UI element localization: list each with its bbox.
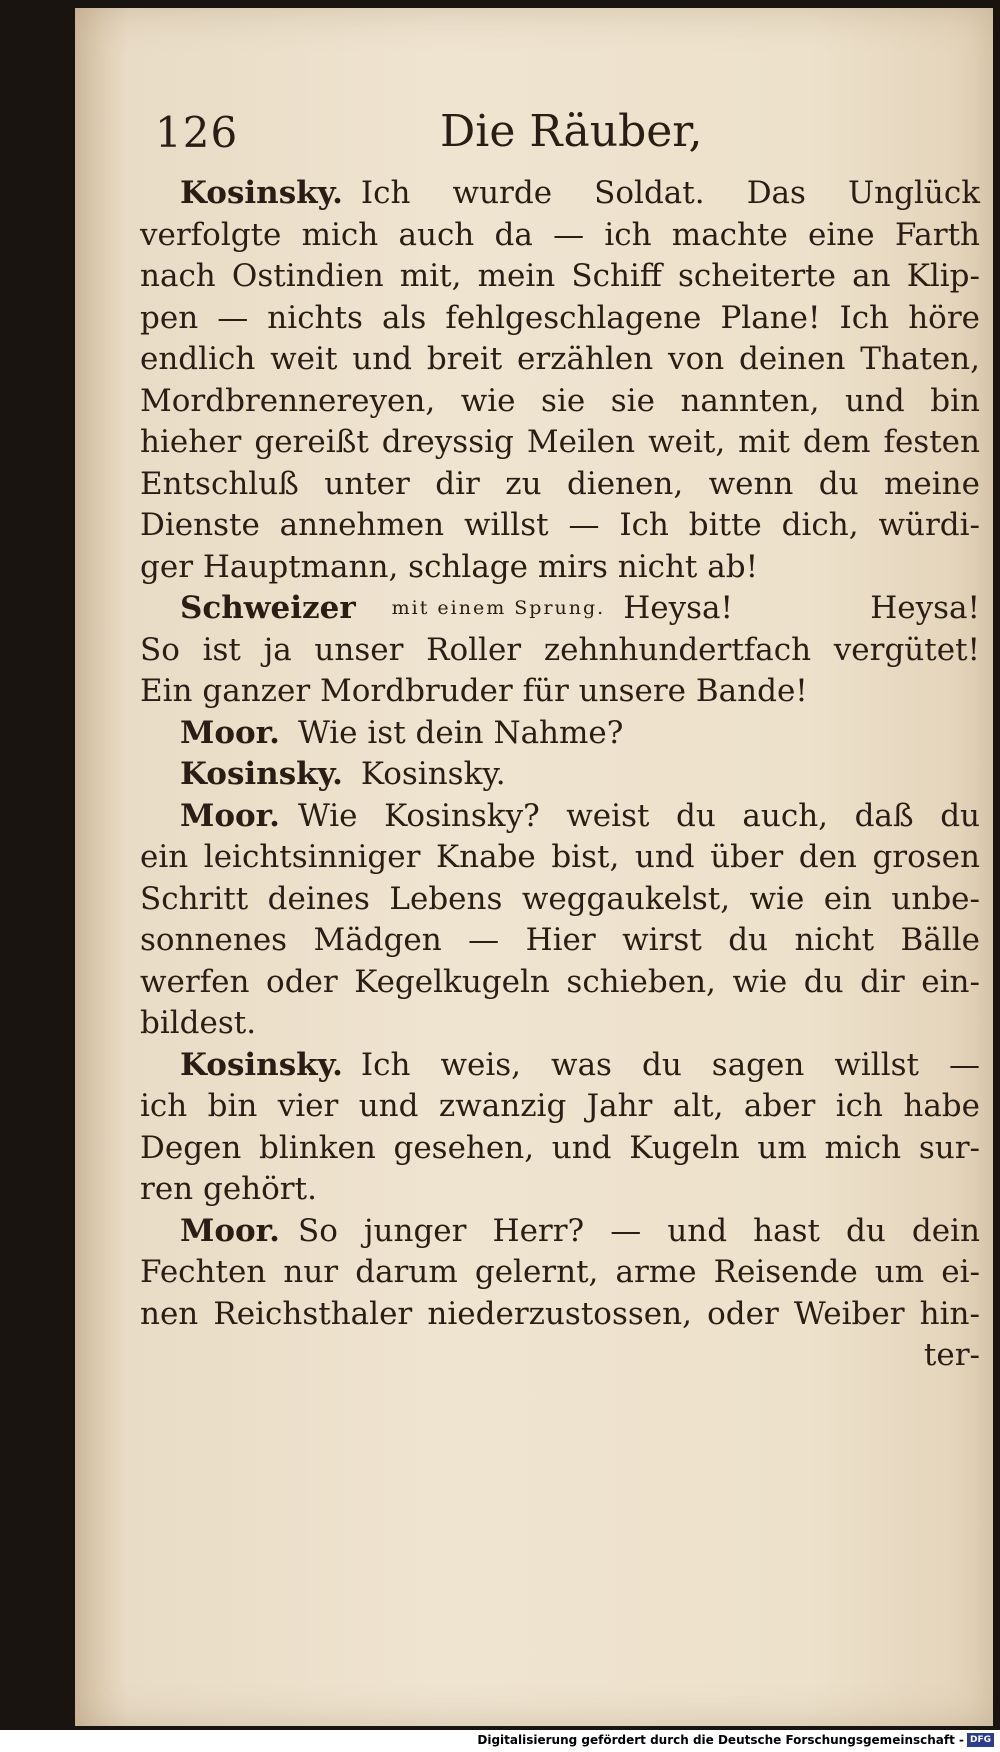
line-text: Kosinsky. bbox=[360, 756, 506, 792]
line-text: pen — nichts als fehlgeschlagene Plane! Ich höre bbox=[140, 299, 980, 336]
line-text: verfolgte mich auch da — ich machte eine Farth bbox=[140, 216, 980, 253]
line-text: Entschluß unter dir zu dienen, wenn du meine bbox=[140, 465, 980, 502]
dfg-logo-icon: DFG bbox=[967, 1733, 994, 1747]
line-text: Degen blinken gesehen, und Kugeln um mich sur- bbox=[140, 1129, 980, 1166]
text-line bbox=[140, 796, 980, 838]
text-line bbox=[140, 1294, 980, 1336]
speaker-name: Kosinsky. bbox=[180, 175, 343, 211]
line-text: Heysa! Heysa! bbox=[623, 590, 980, 626]
text-line bbox=[140, 837, 980, 879]
text-line bbox=[140, 339, 980, 381]
line-text: Schritt deines Lebens weggaukelst, wie ein unbe- bbox=[140, 880, 980, 917]
line-text: werfen oder Kegelkugeln schieben, wie du dir ein- bbox=[140, 963, 980, 1000]
page-header bbox=[140, 88, 980, 173]
text-line bbox=[140, 1128, 980, 1170]
line-text: ger Hauptmann, schlage mirs nicht ab! bbox=[140, 548, 759, 585]
line-text: Mordbrennereyen, wie sie sie nannten, und bin bbox=[140, 382, 980, 419]
text-line bbox=[140, 1003, 980, 1045]
text-line bbox=[140, 1211, 980, 1253]
line-text: ren gehört. bbox=[140, 1171, 317, 1207]
speaker-name: Moor. bbox=[180, 1212, 280, 1249]
speaker-name: Schweizer bbox=[180, 590, 356, 626]
text-line bbox=[140, 464, 980, 506]
text-line bbox=[140, 298, 980, 340]
text-line bbox=[140, 1169, 980, 1211]
speaker-name: Moor. bbox=[180, 714, 280, 751]
line-text: So ist ja unser Roller zehnhundertfach vergütet! bbox=[140, 631, 980, 668]
book-page bbox=[75, 8, 993, 1726]
line-text: nen Reichsthaler niederzustossen, oder Weiber hin- bbox=[140, 1295, 980, 1332]
line-text: Ich wurde Soldat. Das Unglück bbox=[360, 175, 980, 211]
running-title: Die Räuber, bbox=[440, 106, 703, 157]
text-line bbox=[140, 962, 980, 1004]
line-text: bildest. bbox=[140, 1005, 257, 1041]
text-line bbox=[140, 920, 980, 962]
text-line bbox=[140, 630, 980, 672]
speaker-name: Kosinsky. bbox=[180, 1046, 343, 1083]
line-text: ter- bbox=[923, 1337, 980, 1373]
speaker-name: Kosinsky. bbox=[180, 756, 343, 792]
text-line bbox=[140, 1335, 980, 1377]
line-text: Fechten nur darum gelernt, arme Reisende um ei- bbox=[140, 1254, 980, 1290]
text-line bbox=[140, 671, 980, 713]
footer-bar bbox=[0, 1730, 1000, 1752]
text-line bbox=[140, 173, 980, 215]
footer-credit: Digitalisierung gefördert durch die Deutsche Forschungsgemeinschaft - bbox=[477, 1733, 964, 1747]
text-line bbox=[140, 1252, 980, 1294]
body-text bbox=[140, 173, 980, 1377]
text-line bbox=[140, 713, 980, 755]
text-line bbox=[140, 505, 980, 547]
text-line bbox=[140, 381, 980, 423]
line-text: So junger Herr? — und hast du dein bbox=[297, 1212, 980, 1249]
text-line bbox=[140, 256, 980, 298]
line-text: sonnenes Mädgen — Hier wirst du nicht Bälle bbox=[140, 922, 980, 958]
text-line bbox=[140, 1045, 980, 1087]
text-line bbox=[140, 547, 980, 589]
line-text: nach Ostindien mit, mein Schiff scheiterte an Klip- bbox=[140, 258, 980, 294]
speaker-name: Moor. bbox=[180, 797, 280, 834]
line-text: Wie Kosinsky? weist du auch, daß du bbox=[297, 797, 980, 834]
text-line bbox=[140, 422, 980, 464]
text-line bbox=[140, 588, 980, 630]
text-line bbox=[140, 879, 980, 921]
text-line bbox=[140, 1086, 980, 1128]
line-text: ein leichtsinniger Knabe bist, und über den grosen bbox=[140, 839, 980, 875]
line-text: Dienste annehmen willst — Ich bitte dich, würdi- bbox=[140, 507, 980, 543]
line-text: Ich weis, was du sagen willst — bbox=[360, 1046, 980, 1083]
stage-direction: mit einem Sprung. bbox=[391, 597, 606, 619]
line-text: endlich weit und breit erzählen von deinen Thaten, bbox=[140, 341, 980, 377]
page-content bbox=[140, 88, 980, 1377]
text-line bbox=[140, 754, 980, 796]
line-text: hieher gereißt dreyssig Meilen weit, mit dem festen bbox=[140, 424, 980, 460]
text-line bbox=[140, 215, 980, 257]
line-text: Ein ganzer Mordbruder für unsere Bande! bbox=[140, 673, 808, 709]
line-text: ich bin vier und zwanzig Jahr alt, aber ich habe bbox=[140, 1088, 980, 1124]
line-text: Wie ist dein Nahme? bbox=[297, 714, 624, 751]
page-number: 126 bbox=[155, 108, 239, 157]
